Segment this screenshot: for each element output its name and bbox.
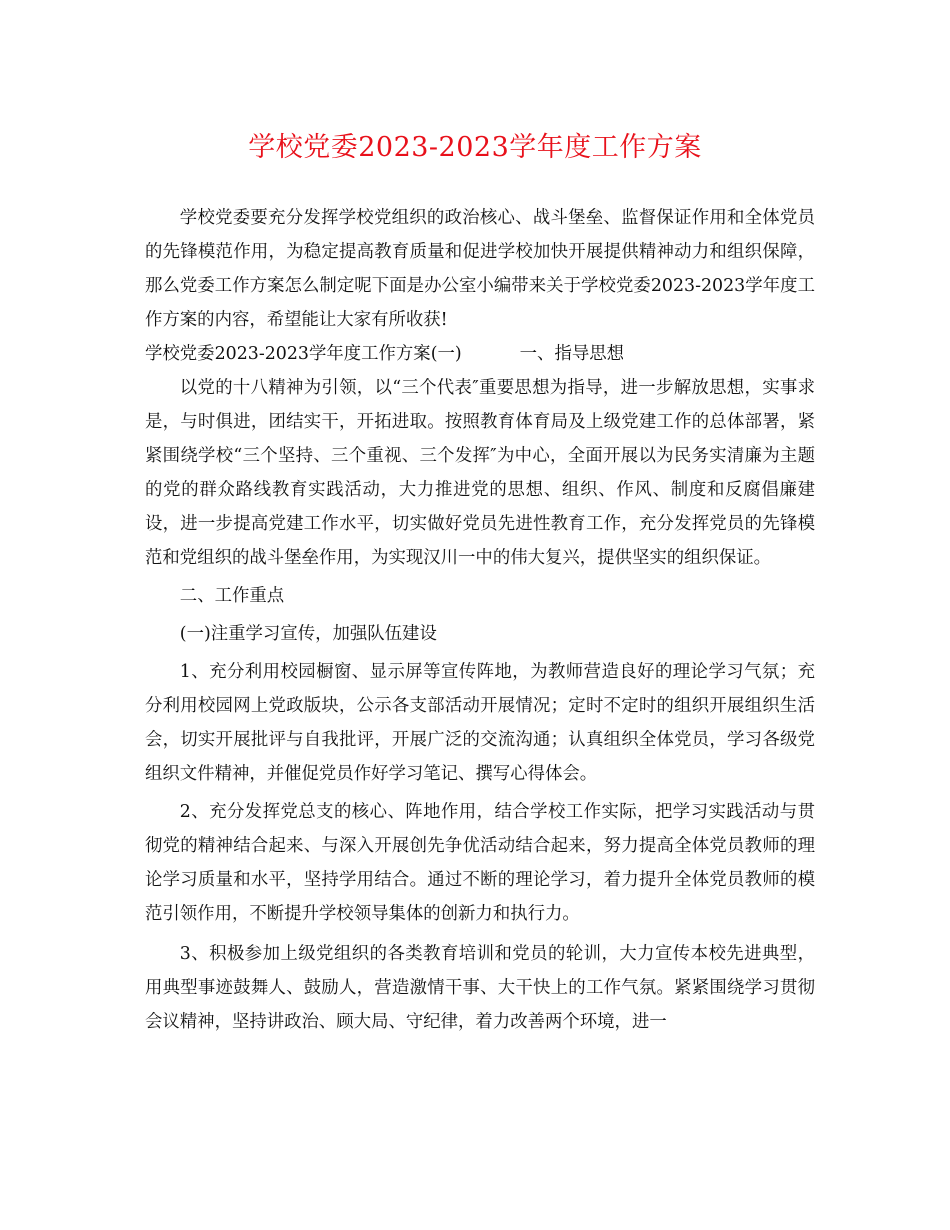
item-one-paragraph: 1、充分利用校园橱窗、显示屏等宣传阵地，为教师营造良好的理论学习气氛；充分利用校园网上党政版块，公示各支部活动开展情况；定时不定时的组织开展组织生活会，切实开展批评与自我批评，开展广泛的交流沟通；认真组织全体党员，学习各级党组织文件精神，并催促党员作好学习笔记、撰写心得体会。 [145, 662, 815, 784]
guiding-paragraph: 以党的十八精神为引领，以“三个代表″重要思想为指导，进一步解放思想，实事求是，与时俱进，团结实干，开拓进取。按照教育体育局及上级党建工作的总体部署，紧紧围绕学校“三个坚持、三个重视、三个发挥″为中心，全面开展以为民务实清廉为主题的党的群众路线教育实践活动，大力推进党的思想、组织、作风、制度和反腐倡廉建设，进一步提高党建工作水平，切实做好党员先进性教育工作，充分发挥党员的先锋模范和党组织的战斗堡垒作用，为实现汉川一中的伟大复兴，提供坚实的组织保证。 [145, 378, 815, 568]
plan-one-line [145, 337, 815, 371]
item-two-paragraph: 2、充分发挥党总支的核心、阵地作用，结合学校工作实际，把学习实践活动与贯彻党的精神结合起来、与深入开展创先争优活动结合起来，努力提高全体党员教师的理论学习质量和水平，坚持学用结合。通过不断的理论学习，着力提升全体党员教师的模范引领作用，不断提升学校领导集体的创新力和执行力。 [145, 802, 815, 924]
sub-heading-study-publicity: (一)注重学习宣传，加强队伍建设 [179, 624, 437, 644]
document-title: 学校党委2023-2023学年度工作方案 [248, 132, 702, 163]
plan-one-title: 学校党委2023-2023学年度工作方案(一) [145, 344, 462, 364]
item-three-paragraph: 3、积极参加上级党组织的各类教育培训和党员的轮训，大力宣传本校先进典型，用典型事迹鼓舞人、鼓励人，营造激情干事、大干快上的工作气氛。紧紧围绕学习贯彻会议精神，坚持讲政治、顾大局、守纪律，着力改善两个环境，进一 [145, 944, 815, 1032]
heading-guiding-thought: 一、指导思想 [519, 344, 625, 364]
heading-work-focus: 二、工作重点 [179, 586, 285, 606]
intro-paragraph: 学校党委要充分发挥学校党组织的政治核心、战斗堡垒、监督保证作用和全体党员的先锋模范作用，为稳定提高教育质量和促进学校加快开展提供精神动力和组织保障，那么党委工作方案怎么制定呢下面是办公室小编带来关于学校党委2023-2023学年度工作方案的内容，希望能让大家有所收获! [145, 208, 815, 330]
document-body [145, 201, 815, 1039]
